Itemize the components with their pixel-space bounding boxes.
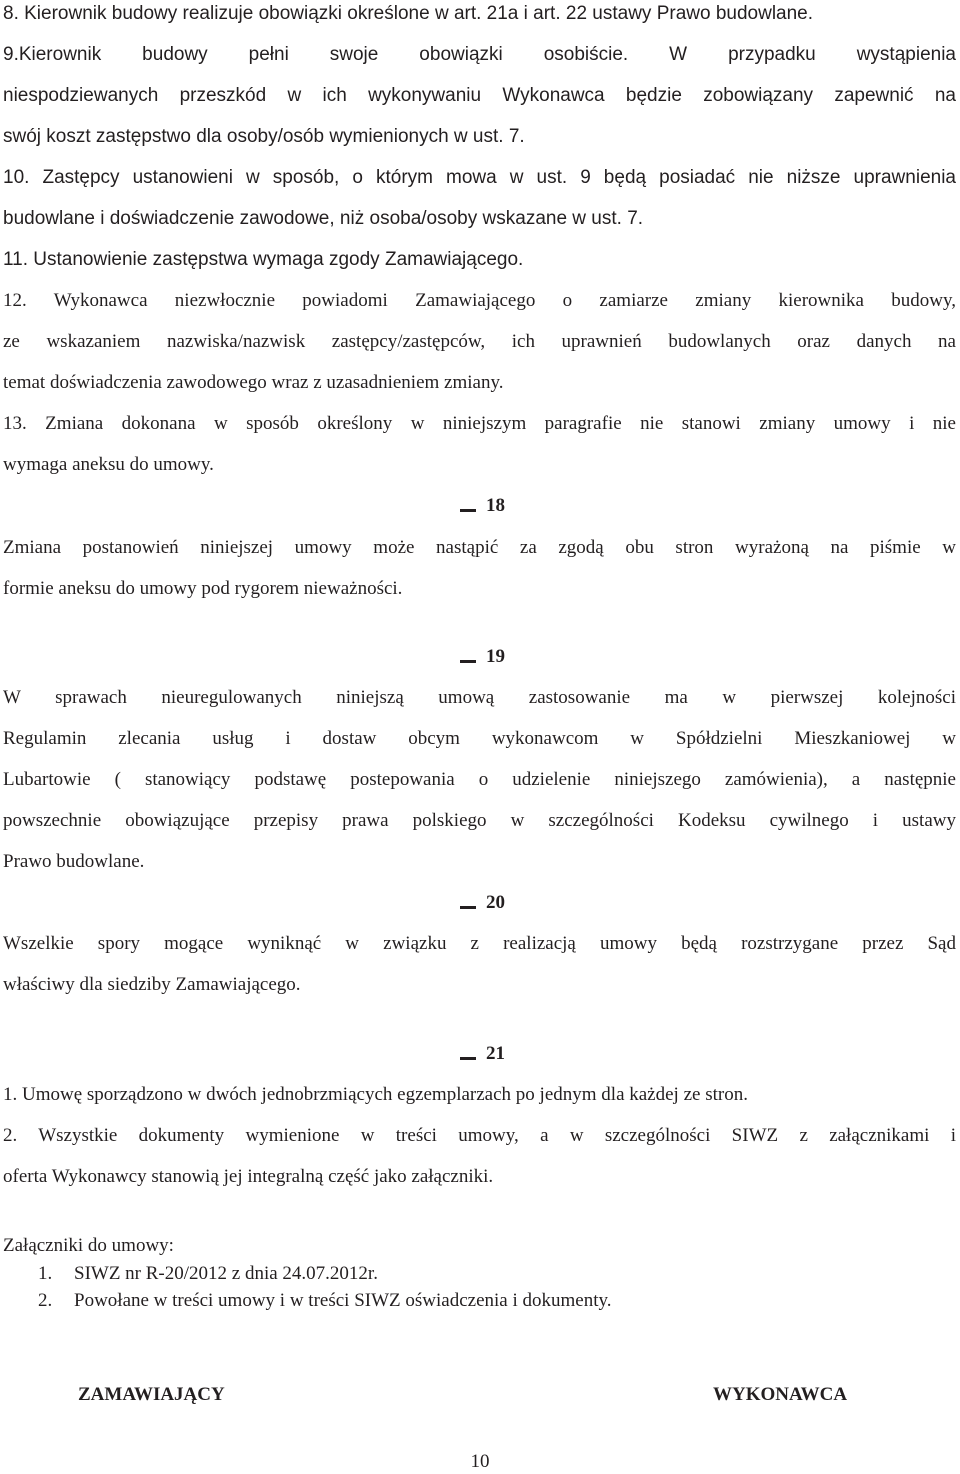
section-18-heading (460, 494, 505, 518)
attachment-item-text: Powołane w treści umowy i w treści SIWZ oświadczenia i dokumenty. (74, 1290, 612, 1311)
paragraph-9-line-1: 9.Kierownik budowy pełni swoje obowiązki osobiście. W przypadku wystąpienia (3, 44, 956, 65)
paragraph-10-line-2: budowlane i doświadczenie zawodowe, niż osoba/osoby wskazane w ust. 7. (3, 208, 644, 229)
section-21-number: 21 (486, 1043, 505, 1064)
section-21-line-2: 2. Wszystkie dokumenty wymienione w treści umowy, a w szczególności SIWZ z załącznikami i (3, 1125, 956, 1146)
paragraph-9-line-2: niespodziewanych przeszkód w ich wykonywaniu Wykonawca będzie zobowiązany zapewnić na (3, 85, 956, 106)
section-19-heading (460, 645, 505, 669)
section-18-number: 18 (486, 495, 505, 516)
section-mark-icon (460, 509, 476, 512)
section-19-line-2: Regulamin zlecania usług i dostaw obcym wykonawcom w Spółdzielni Mieszkaniowej w (3, 728, 956, 749)
section-mark-icon (460, 1057, 476, 1060)
attachments-heading: Załączniki do umowy: (3, 1235, 174, 1256)
attachment-item-number: 1. (38, 1263, 53, 1284)
paragraph-13-line-2: wymaga aneksu do umowy. (3, 454, 214, 475)
page-number: 10 (470, 1451, 490, 1472)
section-19-line-4: powszechnie obowiązujące przepisy prawa polskiego w szczególności Kodeksu cywilnego i ustawy (3, 810, 956, 831)
paragraph-10-line-1: 10. Zastępcy ustanowieni w sposób, o którym mowa w ust. 9 będą posiadać nie niższe uprawnienia (3, 167, 956, 188)
section-20-line-1: Wszelkie spory mogące wyniknąć w związku z realizacją umowy będą rozstrzygane przez Sąd (3, 933, 956, 954)
section-19-line-1: W sprawach nieuregulowanych niniejszą umową zastosowanie ma w pierwszej kolejności (3, 687, 956, 708)
section-20-heading (460, 891, 505, 915)
section-21-line-3: oferta Wykonawcy stanowią jej integralną część jako załączniki. (3, 1166, 494, 1187)
signature-wykonawca: WYKONAWCA (713, 1384, 848, 1405)
paragraph-12-line-1: 12. Wykonawca niezwłocznie powiadomi Zamawiającego o zamiarze zmiany kierownika budowy, (3, 290, 956, 311)
section-mark-icon (460, 906, 476, 909)
paragraph-12-line-2: ze wskazaniem nazwiska/nazwisk zastępcy/zastępców, ich uprawnień budowlanych oraz danych na (3, 331, 956, 352)
section-21-line-1: 1. Umowę sporządzono w dwóch jednobrzmiących egzemplarzach po jednym dla każdej ze stron. (3, 1084, 748, 1105)
section-19-number: 19 (486, 646, 505, 667)
attachment-item (38, 1289, 612, 1313)
section-21-heading (460, 1042, 505, 1066)
section-19-line-3: Lubartowie ( stanowiący podstawę postepowania o udzielenie niniejszego zamówienia), a następnie (3, 769, 956, 790)
section-18-line-2: formie aneksu do umowy pod rygorem nieważności. (3, 578, 403, 599)
section-20-line-2: właściwy dla siedziby Zamawiającego. (3, 974, 301, 995)
paragraph-12-line-3: temat doświadczenia zawodowego wraz z uzasadnieniem zmiany. (3, 372, 504, 393)
attachment-item (38, 1262, 378, 1286)
paragraph-13-line-1: 13. Zmiana dokonana w sposób określony w niniejszym paragrafie nie stanowi zmiany umowy i nie (3, 413, 956, 434)
section-18-line-1: Zmiana postanowień niniejszej umowy może nastąpić za zgodą obu stron wyrażoną na piśmie w (3, 537, 956, 558)
attachment-item-number: 2. (38, 1290, 53, 1311)
signature-zamawiajacy: ZAMAWIAJĄCY (78, 1384, 225, 1405)
paragraph-11: 11. Ustanowienie zastępstwa wymaga zgody Zamawiającego. (3, 249, 524, 270)
section-19-line-5: Prawo budowlane. (3, 851, 145, 872)
section-20-number: 20 (486, 892, 505, 913)
attachment-item-text: SIWZ nr R-20/2012 z dnia 24.07.2012r. (74, 1263, 378, 1284)
paragraph-9-line-3: swój koszt zastępstwo dla osoby/osób wymienionych w ust. 7. (3, 126, 525, 147)
section-mark-icon (460, 660, 476, 663)
paragraph-8: 8. Kierownik budowy realizuje obowiązki określone w art. 21a i art. 22 ustawy Prawo budowlane. (3, 3, 814, 24)
